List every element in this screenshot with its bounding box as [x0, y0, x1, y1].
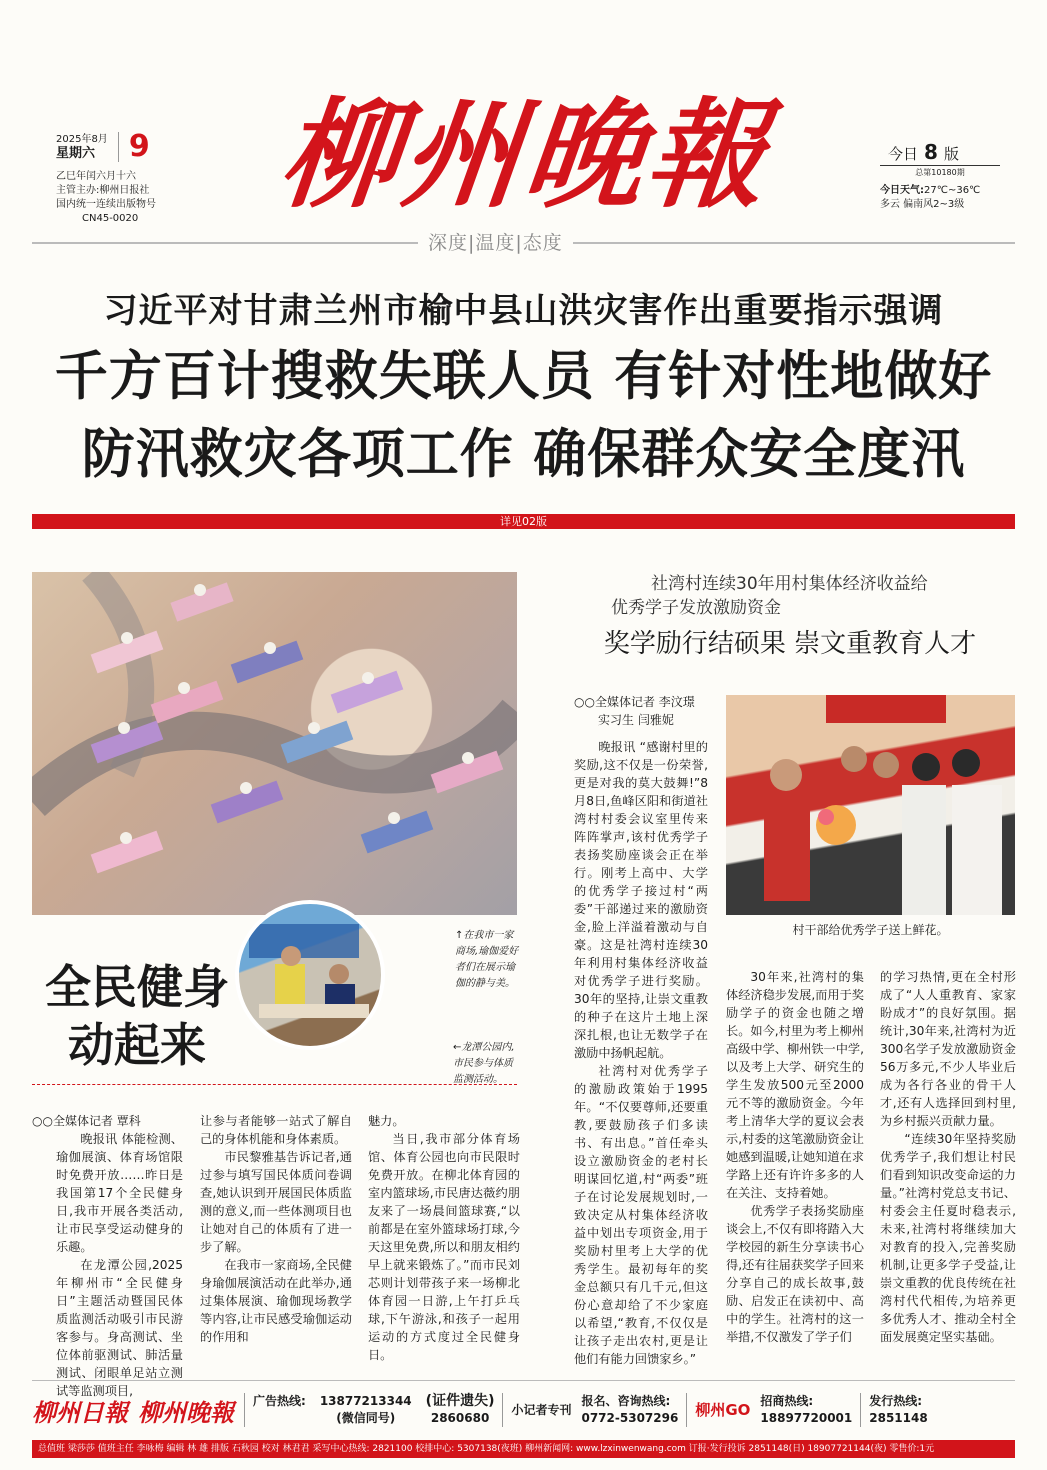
scholarship-para: 30年来,社湾村的集体经济稳步发展,而用于奖励学子的资金也随之增长。如今,村里为考上柳州高级中学、柳州铁一中学,以及考上大学、研究生的学生发放500元至2000元不等的激励资金。今年考上清华大学的夏议会表示,村委的这笔激励资金让她感到温暖,让她知道在求学路上还有许许多多的人在关注、支持着她。 [726, 970, 864, 1200]
scholarship-para: 社湾村对优秀学子的激励政策始于1995年。“不仅要尊师,还要重教,要鼓励孩子们多读书、有出息。”首任牵头设立激励资金的老村长明谋回忆道,村“两委”班子在讨论发展规划时,一致决定从村集体经济收益中划出专项资金,用于奖励村里考上大学的优秀学生。最初每年的奖金总额只有几千元,但这份心意却给了不少家庭以希望,“教育,不仅仅是让孩子走出农村,更是让他们有能力回馈家乡。” [574, 1064, 708, 1366]
edition-block [880, 140, 1020, 212]
lost-docs-label: (证件遗失) [425, 1393, 495, 1409]
date-block [56, 129, 216, 226]
footer-rule [32, 1380, 1015, 1381]
edition-prefix: 今日 [888, 145, 919, 163]
lead-kicker: 习近平对甘肃兰州市榆中县山洪灾害作出重要指示强调 [103, 291, 944, 331]
lead-headline-line2: 防汛救灾各项工作 确保群众安全度汛 [81, 424, 966, 485]
fitness-caption-2: ←龙潭公园内,市民参与体质监测活动。 [453, 1042, 515, 1085]
slogan: 深度|温度|态度 [418, 228, 573, 255]
date-day: 9 [118, 132, 150, 162]
footer-ads [32, 1384, 1015, 1436]
scholarship-col-1 [574, 738, 708, 1368]
weather-desc: 多云 偏南风2~3级 [880, 199, 965, 210]
edition-count: 8 [924, 140, 938, 164]
yoga-photo [32, 572, 517, 915]
fitness-para: 市民黎雅基告诉记者,通过参与填写国民体质问卷调查,她认识到开展国民体质监测的意义,而一些体测项目也让她对自己的体质有了进一步了解。 [200, 1150, 352, 1254]
scholarship-col-2 [726, 968, 864, 1346]
ad-phone: 13877213344 [319, 1394, 412, 1408]
scholarship-subtitle [565, 572, 1015, 620]
lost-docs-phone: 2860680 [430, 1411, 490, 1425]
scholarship-photo-caption: 村干部给优秀学子送上鲜花。 [792, 923, 949, 937]
scholarship-subtitle-line1: 社湾村连续30年用村集体经济收益给 [651, 574, 928, 594]
fitness-para: 让参与者能够一站式了解自己的身体机能和身体素质。 [200, 1114, 352, 1146]
fitness-col-1 [32, 1112, 183, 1400]
lead-headline-line1: 千方百计搜救失联人员 有针对性地做好 [54, 346, 993, 407]
distribution-label: 发行热线: [869, 1394, 923, 1408]
issn-label: 国内统一连续出版物号 [56, 199, 156, 210]
fitness-para: 晚报讯 体能检测、瑜伽展演、体育场馆限时免费开放……昨日是我国第17个全民健身日,我市开展各类活动,让市民享受运动健身的乐趣。 [56, 1132, 183, 1254]
lunar-date: 乙巳年闰六月十六 [56, 171, 136, 182]
staff-bar: 总值班 梁莎莎 值班主任 李咏梅 编辑 林 雄 排版 石秋园 校对 林君君 采写中心热线: 2821100 校排中心: 5307138(夜班) 柳州新闻网: www.lzxinwenwang.com 订报·发行投诉 2851148(日) 18907721144(夜) 零售价:1元 [32, 1440, 1015, 1458]
weather-label: 今日天气: [880, 185, 924, 196]
distribution-phone: 2851148 [869, 1411, 928, 1425]
fitness-test-photo [235, 900, 385, 1050]
daily-logo: 柳州日報 [32, 1397, 128, 1427]
scholarship-byline [574, 693, 714, 729]
scholarship-col-3 [880, 968, 1016, 1346]
kids-phone: 0772-5307296 [581, 1411, 679, 1425]
fitness-title [32, 958, 242, 1074]
recruit-phone: 18897720001 [760, 1411, 853, 1425]
fitness-title-line2: 动起来 [68, 1018, 206, 1072]
ad-hotline-label: 广告热线: [253, 1394, 306, 1408]
yoga-photo-illustration [32, 572, 517, 915]
issn: CN45-0020 [82, 213, 139, 224]
scholarship-byline-1: ○○全媒体记者 李汶璟 [574, 695, 695, 709]
fitness-para: 在龙潭公园,2025年柳州市“全民健身日”主题活动暨国民体质监测活动吸引市民游客参与。身高测试、坐位体前驱测试、肺活量测试、闭眼单足站立测试等监测项目, [56, 1258, 183, 1398]
liuzhou-go: 柳州GO [695, 1400, 751, 1419]
see-page-link[interactable]: 详见02版 [32, 514, 1015, 529]
fitness-test-illustration [239, 904, 381, 1046]
weather-temp: 27℃~36℃ [924, 185, 981, 196]
sponsor: 主管主办:柳州日报社 [56, 185, 150, 196]
edition-suffix: 版 [943, 145, 959, 163]
scholarship-title: 奖学励行结硕果 崇文重教育人才 [603, 629, 977, 659]
fitness-divider [32, 1084, 517, 1085]
fitness-caption-1: ↑在我市一家商场,瑜伽爱好者们在展示瑜伽的静与美。 [455, 930, 519, 989]
scholarship-photo [726, 695, 1015, 915]
date-year-month: 2025年8月 [56, 134, 108, 145]
masthead-logo: 柳州晚報 [273, 85, 777, 224]
date-weekday: 星期六 [56, 146, 96, 161]
kids-hotline-label: 报名、咨询热线: [581, 1394, 671, 1408]
scholarship-para: 晚报讯 “感谢村里的奖励,这不仅是一份荣誉,更是对我的莫大鼓舞!”8月8日,鱼峰区阳和街道社湾村村委会议室里传来阵阵掌声,该村优秀学子表扬奖励座谈会正在举行。刚考上高中、大学的优秀学子接过村“两委”干部递过来的激励资金,脸上洋溢着激动与自豪。这是社湾村连续30年利用村集体经济收益对优秀学子进行奖励。30年的坚持,让崇文重教的种子在这片土地上深深扎根,也让无数学子在激励中扬帆起航。 [574, 740, 708, 1060]
issue-number: 总第10180期 [880, 165, 1000, 180]
scholarship-photo-illustration [726, 695, 1015, 915]
scholarship-para: 的学习热情,更在全村形成了“人人重教育、家家盼成才”的良好氛围。据统计,30年来,社湾村为近300名学子发放激励资金56万多元,不少人毕业后成为各行各业的骨干人才,还有人选择回到村里,为乡村振兴贡献力量。 [880, 970, 1016, 1128]
evening-logo: 柳州晚報 [138, 1397, 234, 1427]
scholarship-subtitle-line2: 优秀学子发放激励资金 [611, 598, 781, 618]
fitness-col-2 [200, 1112, 352, 1346]
fitness-byline: ○○全媒体记者 覃科 [32, 1114, 141, 1128]
fitness-para: 魅力。 [368, 1114, 405, 1128]
scholarship-para: “连续30年坚持奖励优秀学子,我们想让村民们看到知识改变命运的力量。”社湾村党总支书记、村委会主任夏时稳表示,未来,社湾村将继续加大对教育的投入,完善奖励机制,让更多学子受益,让崇文重教的优良传统在社湾村代代相传,为培养更多优秀人才、推动全村全面发展奠定坚实基础。 [880, 1132, 1016, 1344]
fitness-para: 当日,我市部分体育场馆、体育公园也向市民限时免费开放。在柳北体育园的室内篮球场,市民唐达薇约朋友来了一场晨间篮球赛,“以前都是在室外篮球场打球,今天这里免费,所以和朋友相约早上就来锻炼了。”而市民刘芯则计划带孩子来一场柳北体育园一日游,上午打乒乓球,下午游泳,和孩子一起用运动的方式度过全民健身日。 [368, 1132, 520, 1362]
fitness-col-3 [368, 1112, 520, 1364]
scholarship-para: 优秀学子表扬奖励座谈会上,不仅有即将踏入大学校园的新生分享读书心得,还有往届获奖学子回来分享自己的成长故事,鼓励、启发正在读初中、高中的学生。社湾村的这一举措,不仅激发了学子们 [726, 1204, 864, 1344]
recruit-label: 招商热线: [760, 1394, 814, 1408]
fitness-para: 在我市一家商场,全民健身瑜伽展演活动在此举办,通过集体展演、瑜伽现场教学等内容,让市民感受瑜伽运动的作用和 [200, 1258, 352, 1344]
fitness-title-line1: 全民健身 [45, 960, 229, 1014]
scholarship-byline-2: 实习生 闫雅妮 [598, 713, 674, 727]
ad-wechat: (微信同号) [336, 1411, 396, 1425]
kids-reporter-label: 小记者专刊 [511, 1402, 572, 1417]
